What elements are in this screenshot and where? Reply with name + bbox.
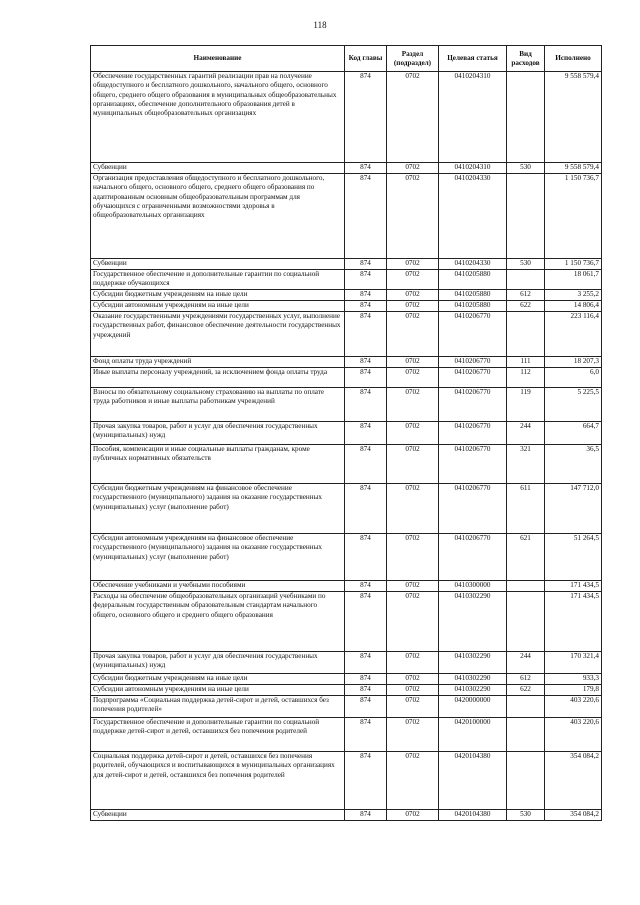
row-article: 0410206770 bbox=[439, 357, 507, 368]
table-row bbox=[91, 174, 602, 259]
row-name: Прочая закупка товаров, работ и услуг для обеспечения государственных (муниципальных) нужд bbox=[91, 422, 345, 445]
table-row bbox=[91, 72, 602, 163]
row-name: Государственное обеспечение и дополнительные гарантии по социальной поддержке детей-сирот и детей, оставшихся без попечения родителей bbox=[91, 718, 345, 752]
header-section: Раздел (подраздел) bbox=[387, 46, 439, 72]
table-row bbox=[91, 301, 602, 312]
row-amount: 171 434,5 bbox=[545, 592, 602, 652]
row-article: 0410206770 bbox=[439, 312, 507, 357]
row-article: 0420104380 bbox=[439, 752, 507, 810]
row-name: Субсидии автономным учреждениям на иные цели bbox=[91, 301, 345, 312]
row-type bbox=[507, 312, 545, 357]
row-code: 874 bbox=[345, 581, 387, 592]
row-code: 874 bbox=[345, 534, 387, 581]
row-name: Государственное обеспечение и дополнительные гарантии по социальной поддержке обучающихся bbox=[91, 270, 345, 290]
header-name: Наименование bbox=[91, 46, 345, 72]
row-type: 611 bbox=[507, 484, 545, 534]
row-code: 874 bbox=[345, 696, 387, 718]
header-type: Вид расходов bbox=[507, 46, 545, 72]
row-name: Оказание государственными учреждениями государственных услуг, выполнение государственных работ, финансовое обеспечение деятельности государственных учреждений bbox=[91, 312, 345, 357]
row-section: 0702 bbox=[387, 163, 439, 174]
row-section: 0702 bbox=[387, 301, 439, 312]
row-name: Пособия, компенсации и иные социальные выплаты гражданам, кроме публичных нормативных обязательств bbox=[91, 445, 345, 484]
table-row bbox=[91, 752, 602, 810]
row-article: 0410300000 bbox=[439, 581, 507, 592]
row-amount: 3 255,2 bbox=[545, 290, 602, 301]
table-row bbox=[91, 652, 602, 674]
row-code: 874 bbox=[345, 752, 387, 810]
row-article: 0410206770 bbox=[439, 445, 507, 484]
header-code: Код главы bbox=[345, 46, 387, 72]
row-amount: 1 150 736,7 bbox=[545, 174, 602, 259]
row-code: 874 bbox=[345, 652, 387, 674]
row-code: 874 bbox=[345, 674, 387, 685]
row-amount: 403 220,6 bbox=[545, 696, 602, 718]
row-amount: 354 084,2 bbox=[545, 752, 602, 810]
row-section: 0702 bbox=[387, 445, 439, 484]
table-row bbox=[91, 810, 602, 821]
row-code: 874 bbox=[345, 368, 387, 388]
row-section: 0702 bbox=[387, 484, 439, 534]
row-article: 0410205880 bbox=[439, 290, 507, 301]
row-amount: 18 061,7 bbox=[545, 270, 602, 290]
row-code: 874 bbox=[345, 270, 387, 290]
row-amount: 5 225,5 bbox=[545, 388, 602, 422]
row-code: 874 bbox=[345, 312, 387, 357]
row-type: 612 bbox=[507, 290, 545, 301]
row-type bbox=[507, 270, 545, 290]
row-name: Субсидии бюджетным учреждениям на иные цели bbox=[91, 290, 345, 301]
row-type bbox=[507, 72, 545, 163]
header-amount: Исполнено bbox=[545, 46, 602, 72]
row-section: 0702 bbox=[387, 290, 439, 301]
table-row bbox=[91, 696, 602, 718]
table-row bbox=[91, 685, 602, 696]
row-type: 111 bbox=[507, 357, 545, 368]
row-section: 0702 bbox=[387, 674, 439, 685]
row-code: 874 bbox=[345, 685, 387, 696]
row-section: 0702 bbox=[387, 696, 439, 718]
row-type: 244 bbox=[507, 652, 545, 674]
row-section: 0702 bbox=[387, 534, 439, 581]
budget-table bbox=[90, 45, 602, 821]
row-name: Субсидии бюджетным учреждениям на финансовое обеспечение государственного (муниципального) задания на оказание государственных (муниципальных) услуг (выполнение работ) bbox=[91, 484, 345, 534]
row-code: 874 bbox=[345, 72, 387, 163]
row-section: 0702 bbox=[387, 388, 439, 422]
table-header-row bbox=[91, 46, 602, 72]
row-article: 0420104380 bbox=[439, 810, 507, 821]
row-section: 0702 bbox=[387, 718, 439, 752]
header-article: Целевая статья bbox=[439, 46, 507, 72]
row-article: 0410204330 bbox=[439, 259, 507, 270]
row-article: 0410204310 bbox=[439, 163, 507, 174]
row-amount: 36,5 bbox=[545, 445, 602, 484]
table-row bbox=[91, 592, 602, 652]
row-article: 0410302290 bbox=[439, 592, 507, 652]
row-amount: 223 116,4 bbox=[545, 312, 602, 357]
row-name: Обеспечение государственных гарантий реализации прав на получение общедоступного и бесплатного дошкольного, начального общего, основного общего, среднего общего образования в муниципальных общеобразовательных организациях, обеспечение дополнительного образования детей в муниципальных общеобразовательных организациях bbox=[91, 72, 345, 163]
row-code: 874 bbox=[345, 592, 387, 652]
table-row bbox=[91, 484, 602, 534]
row-section: 0702 bbox=[387, 581, 439, 592]
row-article: 0410204310 bbox=[439, 72, 507, 163]
table-row bbox=[91, 270, 602, 290]
row-type bbox=[507, 581, 545, 592]
row-type: 622 bbox=[507, 301, 545, 312]
row-type bbox=[507, 696, 545, 718]
row-type: 622 bbox=[507, 685, 545, 696]
table-row bbox=[91, 368, 602, 388]
row-article: 0410206770 bbox=[439, 534, 507, 581]
row-name: Субвенции bbox=[91, 810, 345, 821]
row-amount: 9 558 579,4 bbox=[545, 163, 602, 174]
row-amount: 170 321,4 bbox=[545, 652, 602, 674]
row-amount: 354 084,2 bbox=[545, 810, 602, 821]
row-article: 0410206770 bbox=[439, 388, 507, 422]
table-row bbox=[91, 388, 602, 422]
row-code: 874 bbox=[345, 718, 387, 752]
row-section: 0702 bbox=[387, 422, 439, 445]
table-row bbox=[91, 312, 602, 357]
row-name: Подпрограмма «Социальная поддержка детей-сирот и детей, оставшихся без попечения родителей» bbox=[91, 696, 345, 718]
row-section: 0702 bbox=[387, 810, 439, 821]
row-amount: 403 220,6 bbox=[545, 718, 602, 752]
row-amount: 147 712,0 bbox=[545, 484, 602, 534]
row-section: 0702 bbox=[387, 259, 439, 270]
row-article: 0420000000 bbox=[439, 696, 507, 718]
row-amount: 18 207,3 bbox=[545, 357, 602, 368]
row-article: 0410205880 bbox=[439, 301, 507, 312]
row-type: 244 bbox=[507, 422, 545, 445]
row-type bbox=[507, 592, 545, 652]
row-code: 874 bbox=[345, 290, 387, 301]
row-amount: 9 558 579,4 bbox=[545, 72, 602, 163]
row-amount: 664,7 bbox=[545, 422, 602, 445]
row-code: 874 bbox=[345, 301, 387, 312]
row-amount: 14 806,4 bbox=[545, 301, 602, 312]
row-name: Субсидии автономным учреждениям на иные цели bbox=[91, 685, 345, 696]
row-amount: 171 434,5 bbox=[545, 581, 602, 592]
row-section: 0702 bbox=[387, 652, 439, 674]
row-type bbox=[507, 752, 545, 810]
row-code: 874 bbox=[345, 357, 387, 368]
table-row bbox=[91, 581, 602, 592]
row-code: 874 bbox=[345, 810, 387, 821]
row-type: 530 bbox=[507, 810, 545, 821]
row-code: 874 bbox=[345, 484, 387, 534]
row-amount: 933,3 bbox=[545, 674, 602, 685]
row-amount: 6,0 bbox=[545, 368, 602, 388]
table-row bbox=[91, 357, 602, 368]
row-name: Субсидии бюджетным учреждениям на иные цели bbox=[91, 674, 345, 685]
row-type bbox=[507, 718, 545, 752]
row-section: 0702 bbox=[387, 174, 439, 259]
table-row bbox=[91, 674, 602, 685]
row-name: Прочая закупка товаров, работ и услуг для обеспечения государственных (муниципальных) нужд bbox=[91, 652, 345, 674]
row-code: 874 bbox=[345, 259, 387, 270]
row-code: 874 bbox=[345, 388, 387, 422]
row-name: Расходы на обеспечение общеобразовательных организаций учебниками по федеральным государственным образовательным стандартам начального общего, основного общего и среднего общего образования bbox=[91, 592, 345, 652]
row-article: 0410206770 bbox=[439, 484, 507, 534]
row-name: Субвенции bbox=[91, 259, 345, 270]
row-amount: 51 264,5 bbox=[545, 534, 602, 581]
row-type: 119 bbox=[507, 388, 545, 422]
row-name: Фонд оплаты труда учреждений bbox=[91, 357, 345, 368]
row-type: 621 bbox=[507, 534, 545, 581]
row-name: Субвенции bbox=[91, 163, 345, 174]
row-code: 874 bbox=[345, 174, 387, 259]
row-article: 0410205880 bbox=[439, 270, 507, 290]
row-section: 0702 bbox=[387, 368, 439, 388]
row-section: 0702 bbox=[387, 685, 439, 696]
row-type: 530 bbox=[507, 259, 545, 270]
row-article: 0410302290 bbox=[439, 685, 507, 696]
row-name: Субсидии автономным учреждениям на финансовое обеспечение государственного (муниципального) задания на оказание государственных (муниципальных) услуг (выполнение работ) bbox=[91, 534, 345, 581]
row-section: 0702 bbox=[387, 312, 439, 357]
row-section: 0702 bbox=[387, 72, 439, 163]
row-type: 530 bbox=[507, 163, 545, 174]
row-type: 321 bbox=[507, 445, 545, 484]
table-row bbox=[91, 445, 602, 484]
table-row bbox=[91, 718, 602, 752]
row-code: 874 bbox=[345, 163, 387, 174]
row-type: 112 bbox=[507, 368, 545, 388]
row-article: 0410302290 bbox=[439, 674, 507, 685]
page-number: 118 bbox=[313, 20, 327, 30]
table-row bbox=[91, 534, 602, 581]
table-row bbox=[91, 259, 602, 270]
row-section: 0702 bbox=[387, 270, 439, 290]
row-type: 612 bbox=[507, 674, 545, 685]
table-row bbox=[91, 422, 602, 445]
row-code: 874 bbox=[345, 422, 387, 445]
row-code: 874 bbox=[345, 445, 387, 484]
row-article: 0410206770 bbox=[439, 368, 507, 388]
row-name: Социальная поддержка детей-сирот и детей, оставшихся без попечения родителей, обучающихся и воспитывающихся в муниципальных организациях для детей-сирот и детей, оставшихся без попечения родителей bbox=[91, 752, 345, 810]
row-section: 0702 bbox=[387, 357, 439, 368]
row-section: 0702 bbox=[387, 752, 439, 810]
row-article: 0410206770 bbox=[439, 422, 507, 445]
table-row bbox=[91, 163, 602, 174]
row-name: Взносы по обязательному социальному страхованию на выплаты по оплате труда работников и иные выплаты работникам учреждений bbox=[91, 388, 345, 422]
row-type bbox=[507, 174, 545, 259]
table-row bbox=[91, 290, 602, 301]
row-section: 0702 bbox=[387, 592, 439, 652]
row-article: 0410204330 bbox=[439, 174, 507, 259]
row-article: 0420100000 bbox=[439, 718, 507, 752]
row-article: 0410302290 bbox=[439, 652, 507, 674]
row-name: Организация предоставления общедоступного и бесплатного дошкольного, начального общего, основного общего, среднего общего образования по адаптированным основным общеобразовательным программам для обучающихся с ограниченными возможностями здоровья в общеобразовательных организациях bbox=[91, 174, 345, 259]
row-name: Обеспечение учебниками и учебными пособиями bbox=[91, 581, 345, 592]
row-amount: 179,8 bbox=[545, 685, 602, 696]
row-name: Иные выплаты персоналу учреждений, за исключением фонда оплаты труда bbox=[91, 368, 345, 388]
row-amount: 1 150 736,7 bbox=[545, 259, 602, 270]
